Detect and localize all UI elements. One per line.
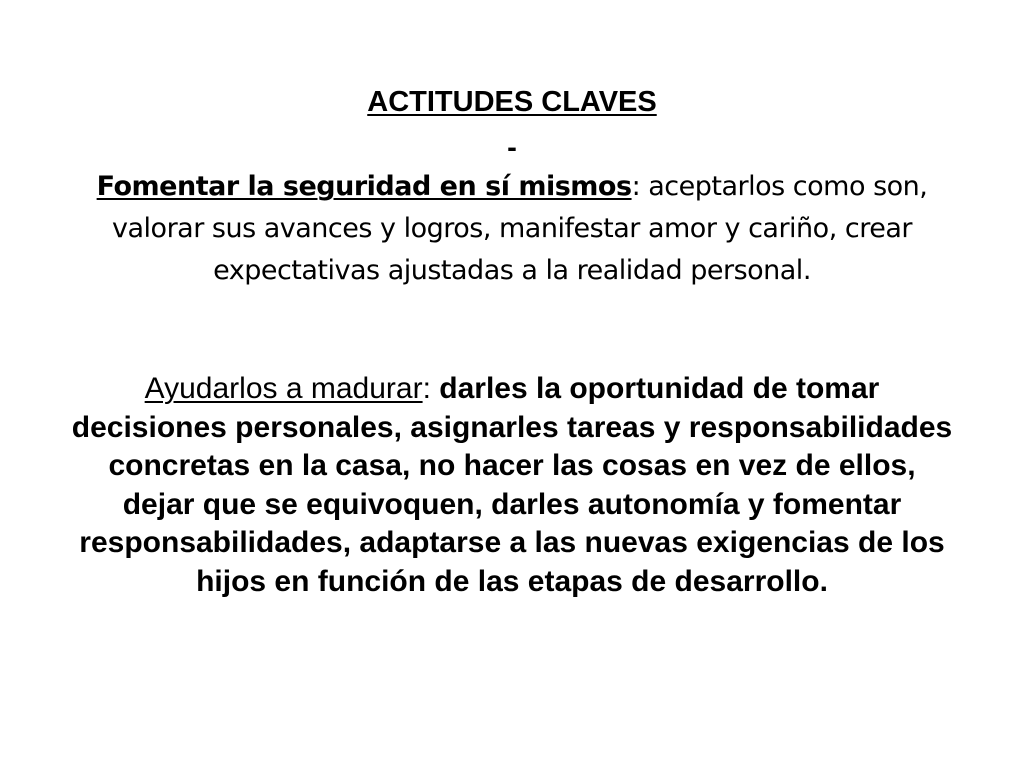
section-seguridad	[82, 166, 942, 292]
bullet-dash: -	[504, 134, 520, 162]
section-seguridad-separator: :	[631, 171, 641, 202]
section-madurar-body: darles la oportunidad de tomar decisiones personales, asignarles tareas y responsabilidades concretas en la casa, no hacer las cosas en vez de ellos, dejar que se equivoquen, darles autonomía y fomentar responsabilidades, adaptarse a las nuevas exigencias de los hijos en función de las etapas de desarrollo.	[71, 372, 953, 598]
slide-title: ACTITUDES CLAVES	[367, 86, 657, 118]
section-seguridad-heading: Fomentar la seguridad en sí mismos	[96, 171, 632, 202]
section-madurar-heading: Ayudarlos a madurar	[144, 372, 423, 405]
section-madurar	[70, 370, 954, 601]
section-madurar-separator: :	[422, 372, 431, 405]
section-seguridad-body: aceptarlos como son, valorar sus avances y logros, manifestar amor y cariño, crear expectativas ajustadas a la realidad personal.	[112, 171, 928, 286]
